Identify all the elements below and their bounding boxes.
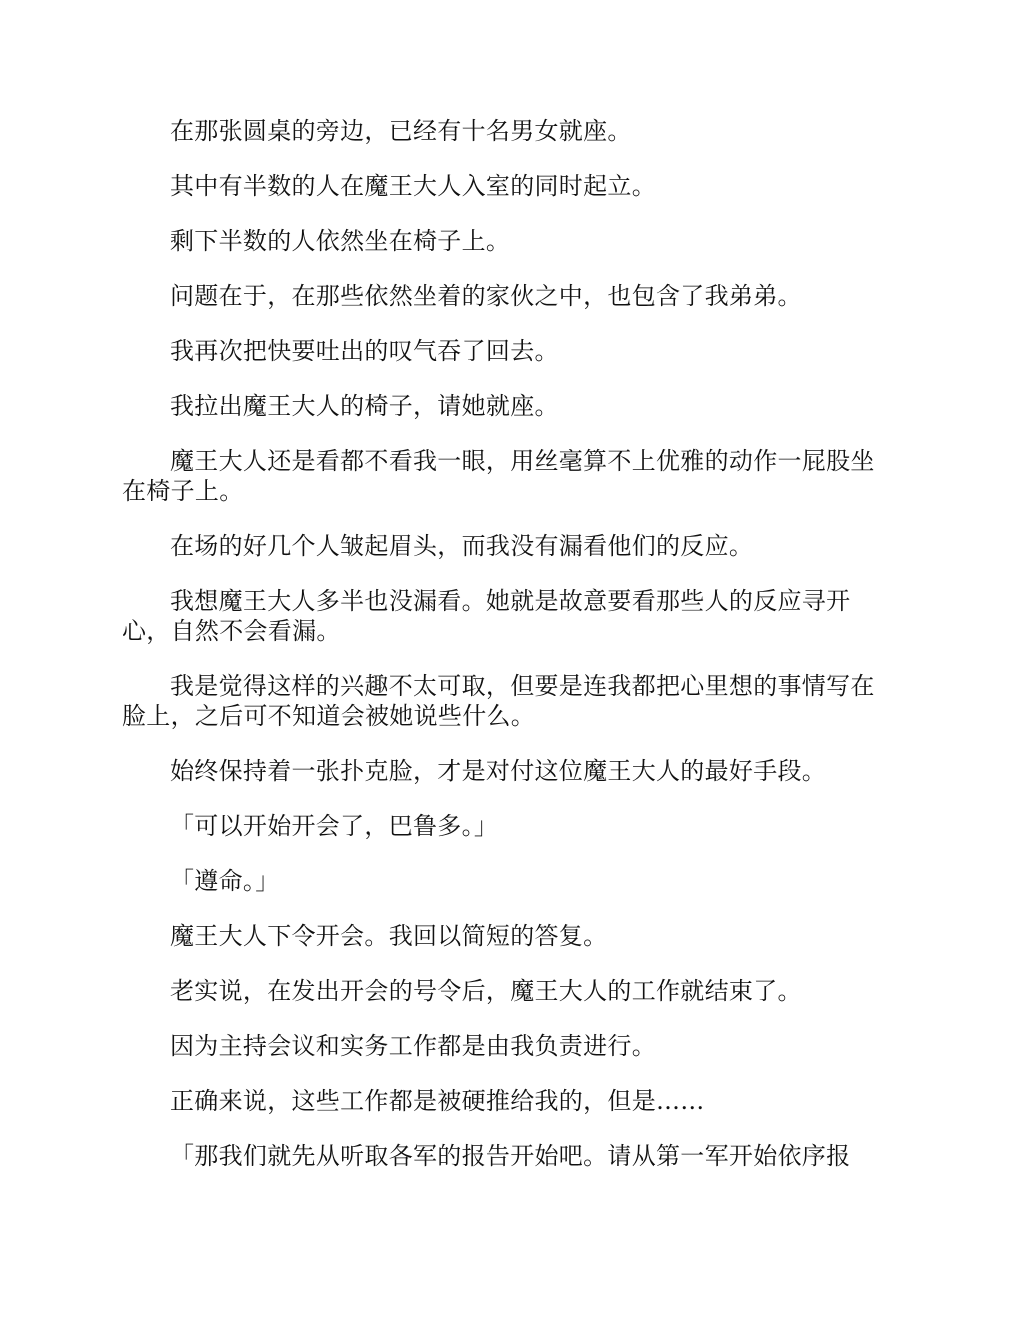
paragraph: 剩下半数的人依然坐在椅子上。 [170,227,511,255]
paragraph: 老实说，在发出开会的号令后，魔王大人的工作就结束了。 [170,977,802,1005]
paragraph: 在那张圆桌的旁边，已经有十名男女就座。 [170,117,632,145]
paragraph: 始终保持着一张扑克脸，才是对付这位魔王大人的最好手段。 [170,757,827,785]
paragraph: 我再次把快要吐出的叹气吞了回去。 [170,337,559,365]
paragraph: 魔王大人还是看都不看我一眼，用丝毫算不上优雅的动作一屁股坐在椅子上。 [122,447,875,505]
paragraph: 「那我们就先从听取各军的报告开始吧。请从第一军开始依序报 [170,1142,851,1170]
paragraph: 我想魔王大人多半也没漏看。她就是故意要看那些人的反应寻开心，自然不会看漏。 [122,587,851,645]
body-text [122,116,898,1196]
paragraph: 魔王大人下令开会。我回以简短的答复。 [170,922,608,950]
paragraph: 正确来说，这些工作都是被硬推给我的，但是…… [170,1087,705,1115]
paragraph: 在场的好几个人皱起眉头，而我没有漏看他们的反应。 [170,532,754,560]
paragraph: 其中有半数的人在魔王大人入室的同时起立。 [170,172,656,200]
paragraph: 问题在于，在那些依然坐着的家伙之中，也包含了我弟弟。 [170,282,802,310]
paragraph: 因为主持会议和实务工作都是由我负责进行。 [170,1032,656,1060]
paragraph: 「遵命。」 [170,867,280,895]
paragraph: 我拉出魔王大人的椅子，请她就座。 [170,392,559,420]
paragraph: 我是觉得这样的兴趣不太可取，但要是连我都把心里想的事情写在脸上，之后可不知道会被她说些什么。 [122,672,875,730]
paragraph: 「可以开始开会了，巴鲁多。」 [170,812,499,840]
